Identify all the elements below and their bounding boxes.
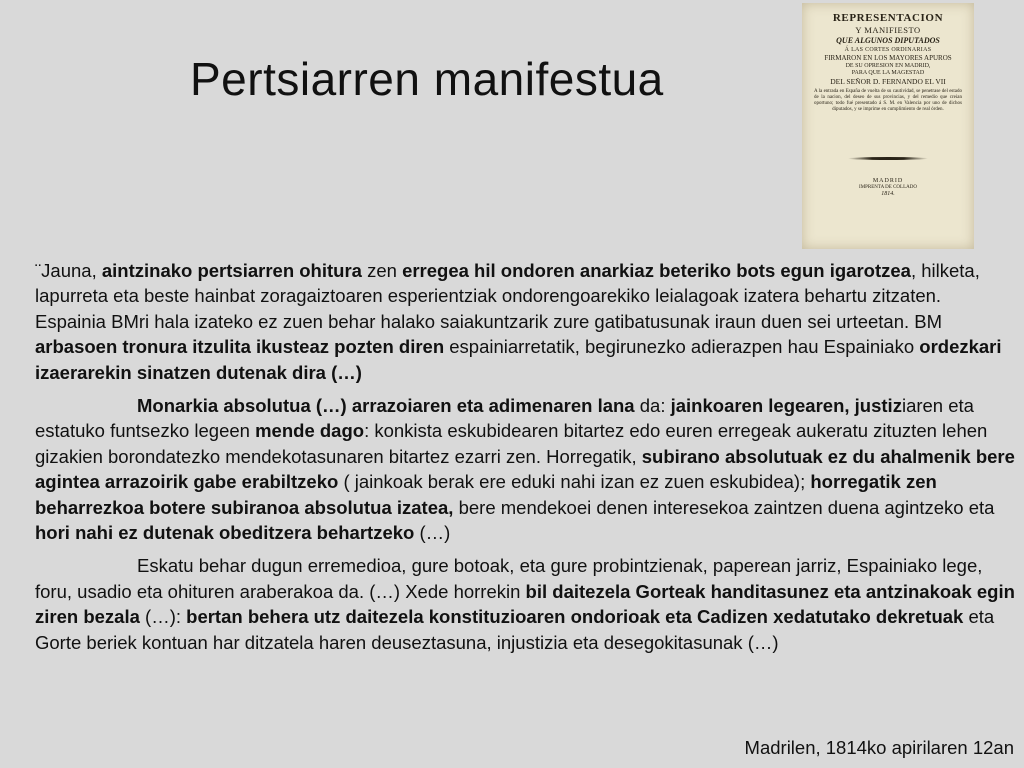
text-run: Eskatu behar dugun erremedioa, gure botoak, eta gure probintzienak, paperean jarriz, Espainiako lege, foru, usadio eta ohituren araberakoa da. (…) Xede horrekin <box>35 555 983 602</box>
cover-line: FIRMARON EN LOS MAYORES APUROS <box>824 54 952 62</box>
place-date-signature: Madrilen, 1814ko apirilaren 12an <box>744 737 1014 758</box>
text-run: iaren eta estatuko funtsezko legeen <box>35 395 974 442</box>
slide-title: Pertsiarren manifestua <box>190 53 664 105</box>
paragraph-3 <box>35 553 1017 655</box>
emphasis-run: subirano absolutuak ez du ahalmenik bere agintea arrazoirik gabe erabiltzeko <box>35 445 1015 493</box>
emphasis-run: horregatik zen beharrezkoa botere subiranoa absolutua izatea, <box>35 471 937 518</box>
cover-line: Á LAS CORTES ORDINARIAS <box>844 47 932 53</box>
text-run: bere mendekoei denen interesekoa zaintzen duena agintzeko eta <box>453 496 995 518</box>
emphasis-run: Monarkia absolutua (…) <box>137 395 352 417</box>
text-run: eta Gorte beriek kontuan har ditzatela haren deuseztasuna, injustizia eta desegokitasunak (…) <box>35 606 995 653</box>
text-run: ¨Jauna, <box>35 260 102 281</box>
text-run: ( jainkoak berak ere eduki nahi izan ez zuen eskubidea); <box>338 471 811 493</box>
paragraph-1 <box>35 258 1017 385</box>
text-run: zen <box>361 260 403 281</box>
paragraph-2 <box>35 393 1017 545</box>
text-run: da: <box>634 395 671 417</box>
emphasis-run: bertan behera utz daitezela konstituzioaren ondorioak eta Cadizen xedatutako dekretuak <box>186 606 964 628</box>
emphasis-run: arbasoen tronura itzulita ikusteaz pozten diren <box>35 336 445 358</box>
manifesto-cover-image <box>802 3 974 249</box>
cover-line: QUE ALGUNOS DIPUTADOS <box>836 36 940 45</box>
cover-line: DEL SEÑOR D. FERNANDO EL VII <box>830 77 946 86</box>
emphasis-run: arrazoiaren eta adimenaren lana <box>351 395 635 417</box>
emphasis-run: bil daitezela Gorteak handitasunez eta antzinakoak egin ziren bezala <box>35 580 1015 628</box>
text-run: (…) <box>414 522 451 544</box>
cover-ornament-rule <box>848 157 928 160</box>
manifesto-quote <box>35 258 1017 663</box>
text-run: espainiarretatik, begirunezko adierazpen hau Espainiako <box>444 336 920 358</box>
text-run: , hilketa, lapurreta eta beste hainbat zoragaiztoaren esperientziak ondorengoarekiko leialagoak izatera behartu zitzaten. Espainia BMri hala izateko ez zuen behar halako saiakuntzarik zure gatibatusunak iraun duen sei urteetan. BM <box>35 260 980 332</box>
emphasis-run: ordezkari izaerarekin sinatzen dutenak dira (…) <box>35 336 1002 383</box>
cover-blurb: A la entrada en España de vuelta de su cautividad, se penetrase del estado de la nacion, del deseo de sus provincias, y del remedio que creian oportuno; todo fué presentado á S. M. en Valencia por uno de dichos diputados, y se imprime en cumplimiento de real órden. <box>814 89 962 112</box>
text-run: : konkista eskubidearen bitartez edo euren erregeak aukeratu zituzten lehen gizakien borondatezko mendekotasunaren bitartez ezarri zen. Horregatik, <box>35 420 988 467</box>
emphasis-run: hori nahi ez dutenak obeditzera behartzeko <box>35 522 415 544</box>
emphasis-run: jainkoaren legearen, justiz <box>670 395 902 417</box>
emphasis-run: aintzinako pertsiarren ohitura <box>101 260 362 281</box>
text-run: (…): <box>139 606 187 628</box>
emphasis-run: mende dago <box>255 420 365 442</box>
cover-printer: IMPRENTA DE COLLADO <box>859 185 917 190</box>
cover-year: 1814. <box>881 191 895 197</box>
cover-city: MADRID <box>872 178 904 184</box>
cover-line: REPRESENTACION <box>832 12 944 24</box>
cover-line: DE SU OPRESION EN MADRID, <box>845 63 931 69</box>
cover-line: Y MANIFIESTO <box>855 25 921 35</box>
emphasis-run: erregea hil ondoren anarkiaz beteriko bots egun igarotzea <box>402 260 911 281</box>
cover-line: PARA QUE LA MAGESTAD <box>851 70 925 76</box>
